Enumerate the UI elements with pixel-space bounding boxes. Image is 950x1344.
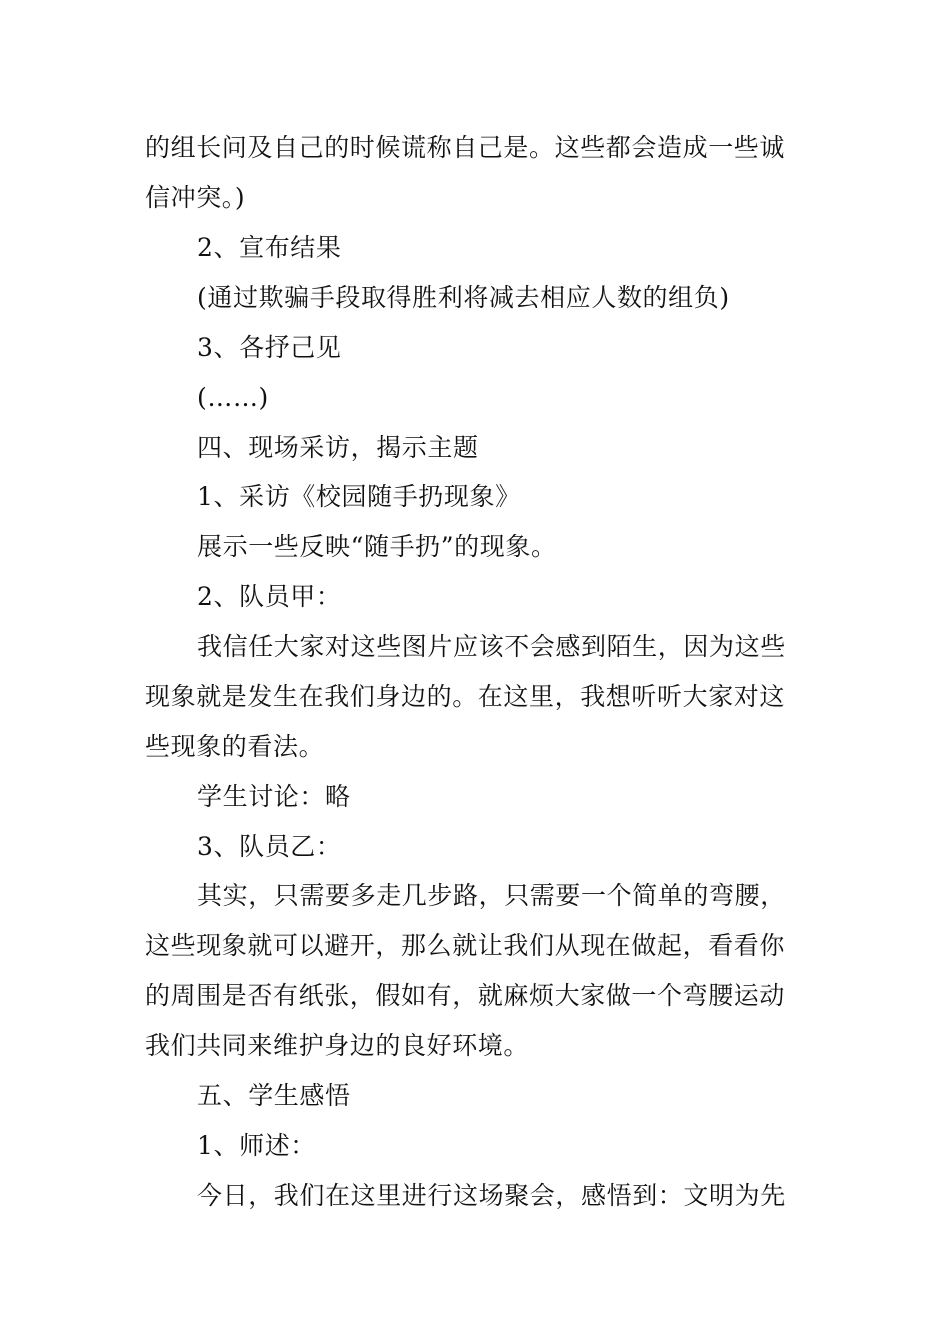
- section-heading: 1、师述：: [197, 1131, 316, 1160]
- paragraph-line: 的组长问及自己的时候谎称自己是。这些都会造成一些诚: [145, 133, 786, 162]
- section-heading: 2、宣布结果: [197, 233, 342, 262]
- paragraph-line: 些现象的看法。: [145, 732, 325, 761]
- section-heading: 2、队员甲：: [197, 582, 342, 611]
- paragraph-line: 我信任大家对这些图片应该不会感到陌生，因为这些: [197, 632, 786, 661]
- section-heading: 3、各抒己见: [197, 333, 342, 362]
- paragraph-line: 现象就是发生在我们身边的。在这里，我想听听大家对这: [145, 682, 786, 711]
- section-heading: 1、采访《校园随手扔现象》: [197, 482, 521, 511]
- section-heading: 五、学生感悟: [197, 1081, 351, 1110]
- paragraph-line: 今日，我们在这里进行这场聚会，感悟到：文明为先: [197, 1181, 786, 1210]
- section-heading: 3、队员乙：: [197, 832, 342, 861]
- paragraph-line: 我们共同来维护身边的良好环境。: [145, 1031, 530, 1060]
- paragraph-line: 的周围是否有纸张，假如有，就麻烦大家做一个弯腰运动: [145, 981, 786, 1010]
- paragraph-line: 这些现象就可以避开，那么就让我们从现在做起，看看你: [145, 931, 786, 960]
- section-heading: 四、现场采访，揭示主题: [197, 433, 479, 462]
- paragraph-line: (……): [197, 383, 269, 412]
- paragraph-line: 展示一些反映“随手扔”的现象。: [197, 532, 557, 561]
- paragraph-line: 学生讨论：略: [197, 782, 351, 811]
- paragraph-line: (通过欺骗手段取得胜利将减去相应人数的组负): [197, 283, 730, 312]
- paragraph-line: 其实，只需要多走几步路，只需要一个简单的弯腰，: [197, 881, 786, 910]
- paragraph-line: 信冲突。): [145, 183, 246, 212]
